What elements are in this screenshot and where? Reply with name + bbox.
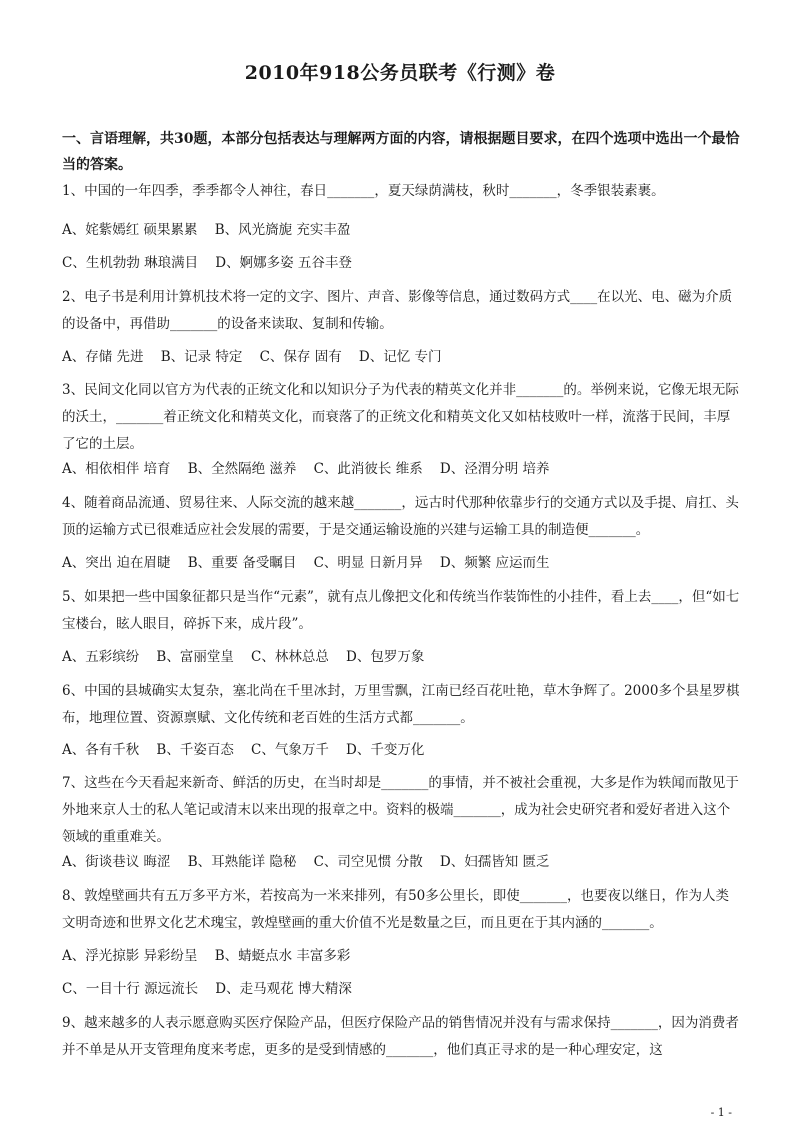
page-title: 2010年918公务员联考《行测》卷 (244, 62, 556, 84)
question-6-options: A、各有千秋 B、千姿百态 C、气象万千 D、千变万化 (62, 742, 425, 758)
question-4-options: A、突出 迫在眉睫 B、重要 备受瞩目 C、明显 日新月异 D、频繁 应运而生 (62, 555, 550, 571)
question-8-stem: 8、敦煌壁画共有五万多平方米，若按高为一米来排列，有50多公里长，即使_______，也要夜以继日，作为人类文明奇迹和世界文化艺术瑰宝，敦煌壁画的重大价值不光是数量之巨，而且更在于其内涵的_______。 (62, 888, 730, 931)
page-number: - 1 - (710, 1106, 732, 1119)
section-header: 一、言语理解，共30题，本部分包括表达与理解两方面的内容，请根据题目要求，在四个选项中选出一个最恰当的答案。 (62, 131, 740, 173)
question-1-options-line-2: C、生机勃勃 琳琅满目 D、婀娜多姿 五谷丰登 (62, 255, 352, 271)
question-7-options: A、街谈巷议 晦涩 B、耳熟能详 隐秘 C、司空见惯 分散 D、妇孺皆知 匮乏 (62, 854, 550, 870)
question-1-options-line-1: A、姹紫嫣红 硕果累累 B、风光旖旎 充实丰盈 (62, 222, 351, 238)
question-5-options: A、五彩缤纷 B、富丽堂皇 C、林林总总 D、包罗万象 (62, 649, 425, 665)
question-5-stem: 5、如果把一些中国象征都只是当作“元素”，就有点儿像把文化和传统当作装饰性的小挂件，看上去____，但“如七宝楼台，眩人眼目，碎拆下来，成片段”。 (62, 589, 740, 632)
question-3-stem: 3、民间文化同以官方为代表的正统文化和以知识分子为代表的精英文化并非_______的。举例来说，它像无垠无际的沃土，_______着正统文化和精英文化，而衰落了的正统文化和精英文化又如枯枝败叶一样，流落于民间，丰厚了它的土层。 (62, 382, 739, 452)
question-8-options-line-2: C、一目十行 源远流长 D、走马观花 博大精深 (62, 981, 352, 997)
question-4-stem: 4、随着商品流通、贸易往来、人际交流的越来越_______，远古时代那种依靠步行的交通方式以及手提、肩扛、头顶的运输方式已很难适应社会发展的需要，于是交通运输设施的兴建与运输工具的制造便_______。 (62, 495, 739, 538)
question-8-options-line-1: A、浮光掠影 异彩纷呈 B、蜻蜓点水 丰富多彩 (62, 948, 351, 964)
question-9-stem: 9、越来越多的人表示愿意购买医疗保险产品，但医疗保险产品的销售情况并没有与需求保持_______，因为消费者并不单是从开支管理角度来考虑，更多的是受到情感的_______，他们真正寻求的是一种心理安定，这 (62, 1015, 739, 1058)
question-3-options: A、相依相伴 培育 B、全然隔绝 滋养 C、此消彼长 维系 D、泾渭分明 培养 (62, 461, 550, 477)
question-7-stem: 7、这些在今天看起来新奇、鲜活的历史，在当时却是_______的事情，并不被社会重视，大多是作为轶闻而散见于外地来京人士的私人笔记或清末以来出现的报章之中。资料的极端_______，成为社会史研究者和爱好者进入这个领域的重重难关。 (62, 775, 739, 845)
question-6-stem: 6、中国的县城确实太复杂，塞北尚在千里冰封，万里雪飘，江南已经百花吐艳，草木争辉了。2000多个县星罗棋布，地理位置、资源禀赋、文化传统和老百姓的生活方式都_______。 (62, 683, 740, 726)
question-2-stem: 2、电子书是利用计算机技术将一定的文字、图片、声音、影像等信息，通过数码方式____在以光、电、磁为介质的设备中，再借助_______的设备来读取、复制和传输。 (62, 289, 733, 332)
question-1-stem: 1、中国的一年四季，季季都令人神往，春日_______，夏天绿荫满枝，秋时_______，冬季银装素裹。 (62, 183, 665, 199)
question-2-options: A、存储 先进 B、记录 特定 C、保存 固有 D、记忆 专门 (62, 349, 442, 365)
